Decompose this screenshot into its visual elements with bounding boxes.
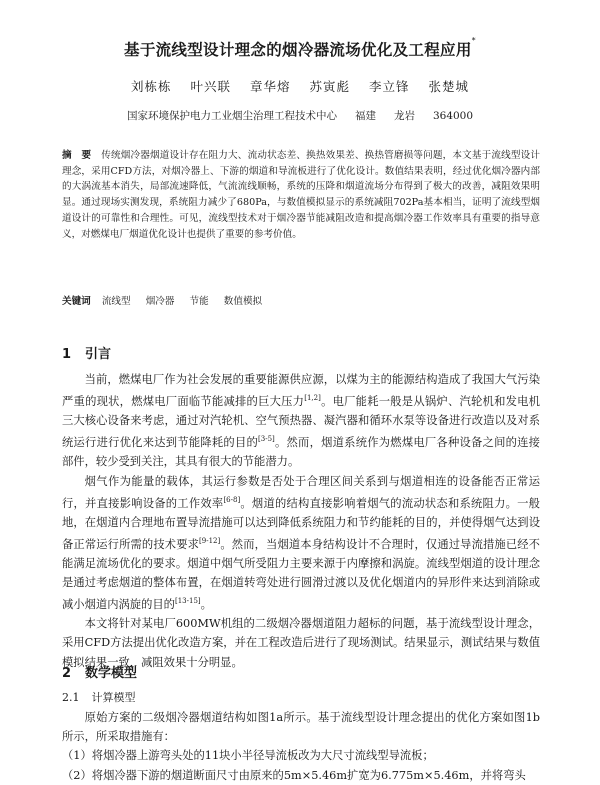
- list-item: （2）将烟冷器下游的烟道断面尺寸由原来的5m×5.46m扩宽为6.775m×5.46m，并将弯头: [62, 768, 526, 782]
- author: 苏寅彪: [309, 79, 350, 94]
- section-number: 2: [62, 666, 72, 681]
- section-heading-introduction: [62, 343, 111, 362]
- list-item: （1）将烟冷器上游弯头处的11块小半径导流板改为大尺寸流线型导流板；: [62, 749, 434, 763]
- section-number: 1: [62, 347, 72, 362]
- citation: [1,2]: [304, 394, 321, 403]
- section-heading-math-model: [62, 662, 137, 681]
- subsection-heading: [62, 689, 136, 705]
- keywords: [62, 293, 540, 307]
- title-text: 基于流线型设计理念的烟冷器流场优化及工程应用: [124, 41, 472, 59]
- citation: [6-8]: [223, 495, 241, 504]
- keyword: 数值模拟: [223, 296, 263, 307]
- introduction-body: [62, 370, 540, 672]
- abstract-label: 摘 要: [62, 150, 92, 161]
- affiliation-org: 国家环境保护电力工业烟尘治理工程技术中心: [126, 110, 337, 122]
- abstract-text: 传统烟冷器烟道设计存在阻力大、流动状态差、换热效果差、换热管磨损等问题，本文基于流线型设计理念，采用CFD方法，对烟冷器上、下游的烟道和导流板进行了优化设计。数值结果表明，经过优化烟冷器内部的大涡流基本消失，局部流速降低，气流流线顺畅，系统的压降和烟道流场分布得到了极大的改善，减阻效果明显。通过现场实测发现，系统阻力减少了680Pa，与数值模拟显示的系统减阻702Pa基本相当，证明了流线型烟道设计的可靠性和合理性。可见，流线型技术对于烟冷器节能减阻改造和提高烟冷器工作效率具有重要的指导意义，对燃煤电厂烟道优化设计也提供了重要的参考价值。: [62, 150, 541, 240]
- section-title: 数学模型: [85, 666, 138, 681]
- section-title: 引言: [85, 347, 112, 362]
- keyword: 流线型: [101, 296, 131, 307]
- keyword: 节能: [189, 296, 209, 307]
- subsection-title: 计算模型: [91, 691, 136, 704]
- keyword: 烟冷器: [145, 296, 175, 307]
- title-footnote-mark: *: [471, 36, 476, 45]
- citation: [9-12]: [199, 536, 221, 545]
- citation: [3-5]: [258, 435, 275, 444]
- author: 章华熔: [249, 79, 291, 94]
- author: 李立锋: [368, 79, 410, 94]
- affiliation-city1: 福建: [354, 110, 376, 122]
- paragraph: 原始方案的二级烟冷器烟道结构如图1a所示。基于流线型设计理念提出的优化方案如图1b所示，所采取措施有：: [62, 711, 540, 744]
- author-list: [0, 77, 600, 95]
- paragraph: 烟气作为能量的载体，其运行参数是否处于合理区间关系到与烟道相连的设备能否正常运行，并直接影响设备的工作效率[6-8]。烟道的结构直接影响着烟气的流动状态和系统阻力。一般地，在烟道内合理地布置导流措施可以达到降低系统阻力和节约能耗的目的，并使得烟气达到设备正常运行所需的技术要求[9-12]。然而，当烟道本身结构设计不合理时，仅通过导流措施已经不能满足流场优化的要求。烟道中烟气所受阻力主要来源于内摩擦和涡旋。流线型烟道的设计理念是通过考虑烟道的整体布置，在烟道转弯处进行圆滑过渡以及优化烟道内的异形件来达到消除或减小烟道内涡旋的目的[13-15]。: [62, 474, 540, 612]
- paper-title: [0, 38, 600, 60]
- paragraph: 当前，燃煤电厂作为社会发展的重要能源供应源，以煤为主的能源结构造成了我国大气污染严重的现状，燃煤电厂面临节能减排的巨大压力[1,2]。电厂能耗一般是从锅炉、汽轮机和发电机三大核心设备来考虑，通过对汽轮机、空气预热器、凝汽器和循环水泵等设备进行改造以及对系统运行进行优化来达到节能降耗的目的[3-5]。然而，烟道系统作为燃煤电厂各种设备之间的连接部件，较少受到关注，其具有很大的节能潜力。: [62, 373, 540, 469]
- abstract: [62, 148, 540, 242]
- affiliation-city2: 龙岩: [393, 110, 415, 122]
- affiliation: [0, 108, 600, 123]
- paragraph: 本文将针对某电厂600MW机组的二级烟冷器烟道阻力超标的问题，基于流线型设计理念，采用CFD方法提出优化改造方案，并在工程改造后进行了现场测试。结果显示，测试结果与数值模拟结果一致，减阻效果十分明显。: [62, 617, 540, 669]
- subsection-number: 2.1: [62, 691, 80, 704]
- author: 张楚城: [428, 79, 469, 94]
- author: 刘栋栋: [130, 79, 172, 94]
- keywords-label: 关键词: [62, 296, 91, 307]
- affiliation-zip: 364000: [432, 110, 474, 122]
- citation: [13-15]: [174, 597, 201, 606]
- math-model-body: [62, 708, 540, 785]
- author: 叶兴联: [190, 79, 231, 94]
